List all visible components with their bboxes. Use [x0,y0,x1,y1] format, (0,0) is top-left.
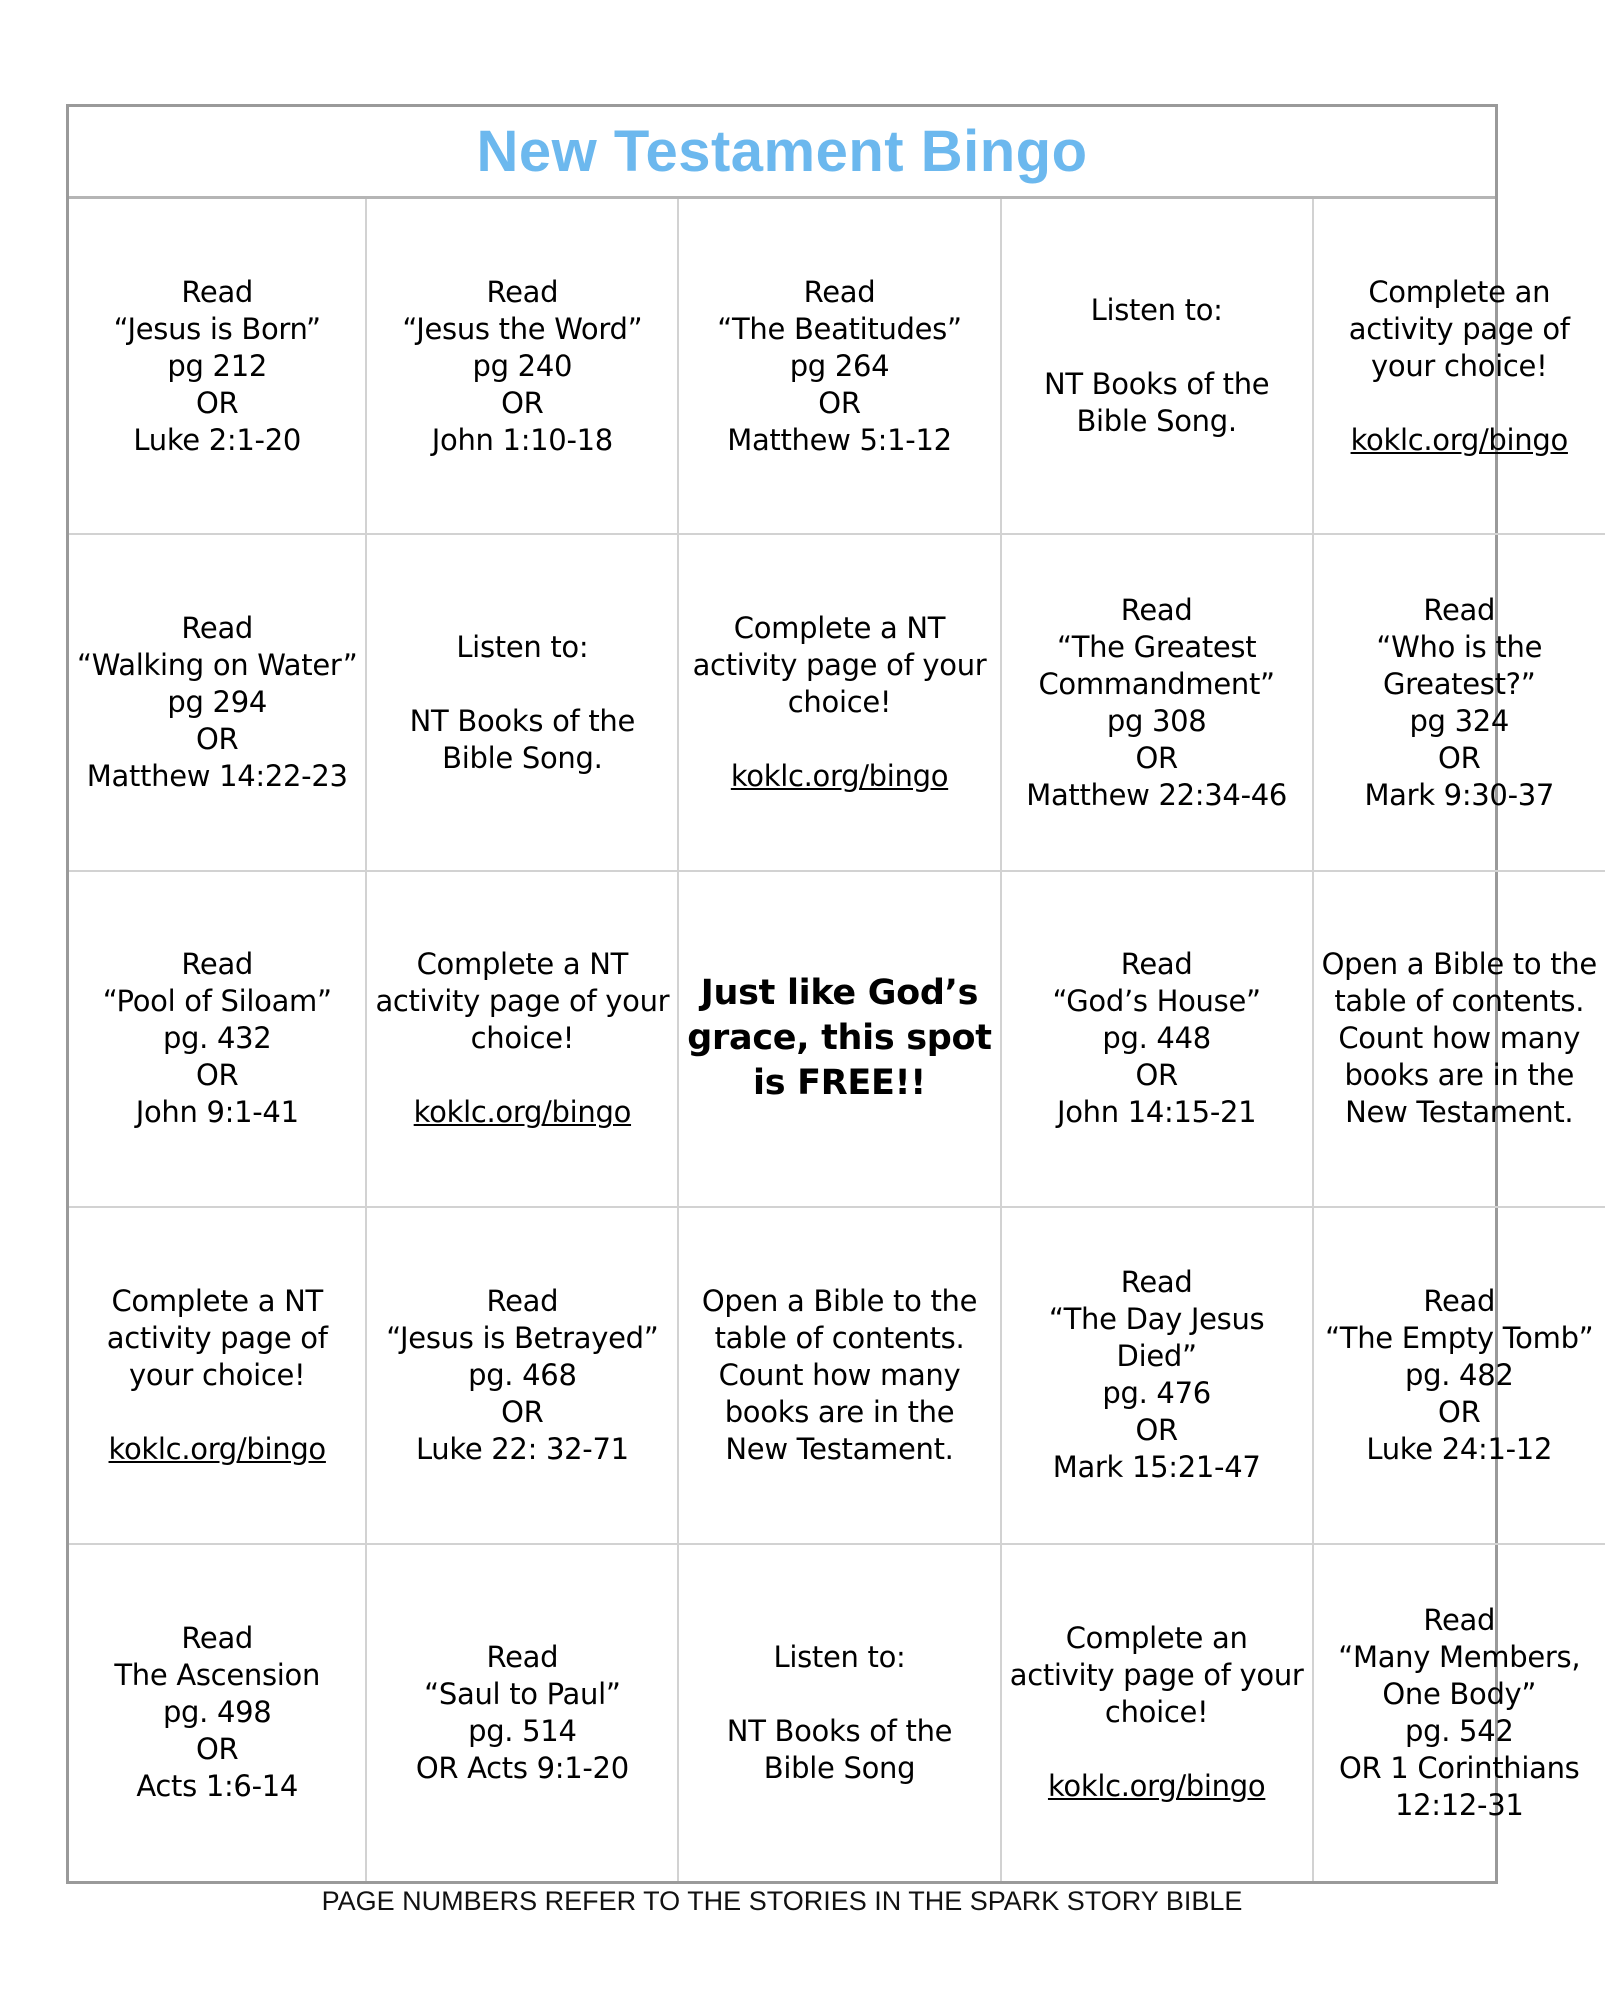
cell-line: “The Greatest [1056,629,1257,664]
cell-line: activity page of [106,1320,328,1355]
cell-line: “Many Members, [1338,1639,1581,1674]
cell-line: OR [501,1394,544,1429]
cell-line: pg. 482 [1404,1357,1514,1392]
cell-line: pg. 476 [1102,1376,1211,1411]
cell-line: pg. 542 [1404,1713,1514,1748]
cell-line: Read [486,1639,559,1674]
cell-line: “God’s House” [1052,984,1261,1019]
cell-content [386,1283,658,1468]
cell-spacer [693,721,987,758]
bingo-link[interactable]: koklc.org/bingo [1350,422,1568,457]
cell-line: Luke 24:1-12 [1366,1431,1553,1466]
page-title: New Testament Bingo [476,119,1088,184]
cell-line: OR [1135,740,1178,775]
cell-content [702,1283,977,1468]
cell-content [717,274,961,459]
cell-line: Acts 1:6-14 [136,1769,299,1804]
cell-line: pg. 498 [162,1695,272,1730]
cell-content [1010,1620,1304,1805]
cell-content [410,629,635,777]
bingo-cell[interactable] [367,1208,679,1544]
cell-line: Listen to: [773,1639,906,1674]
bingo-cell[interactable] [367,199,679,535]
cell-line: your choice! [1371,348,1548,383]
cell-line: pg 264 [789,348,890,383]
bingo-card [66,104,1597,1884]
cell-content [107,1283,328,1468]
cell-line: Read [181,611,254,646]
bingo-cell[interactable] [69,1545,367,1881]
cell-line: OR [1438,1394,1481,1429]
cell-spacer [107,1394,328,1431]
cell-line: books are in the [1344,1058,1575,1093]
bingo-cell[interactable] [1314,872,1605,1208]
cell-line: Complete a NT [733,611,946,646]
cell-line: Count how many [1338,1021,1581,1056]
bingo-cell[interactable] [367,872,679,1208]
bingo-cell[interactable] [1002,1545,1314,1881]
cell-line: table of contents. [714,1320,965,1355]
cell-content [1053,946,1261,1131]
cell-line: “Walking on Water” [77,648,358,683]
cell-line: Count how many [718,1357,961,1392]
cell-line: Read [486,274,559,309]
cell-line: Listen to: [456,629,589,664]
cell-line: Bible Song. [1076,404,1237,439]
cell-line: Complete a NT [416,947,629,982]
cell-content [693,610,987,795]
cell-line: “Jesus the Word” [402,311,643,346]
bingo-cell[interactable] [69,1208,367,1544]
cell-line: pg 294 [167,685,268,720]
cell-line: activity page of your [1009,1658,1304,1693]
cell-spacer [410,666,635,703]
cell-line: Open a Bible to the [1321,947,1597,982]
cell-line: Greatest?” [1383,666,1536,701]
cell-content [1026,592,1287,814]
cell-line: Open a Bible to the [701,1283,978,1318]
cell-line: Read [1423,1283,1496,1318]
cell-line: table of contents. [1334,984,1585,1019]
cell-content [416,1639,629,1787]
cell-line: activity page of your [692,648,987,683]
cell-line: pg 212 [167,348,267,383]
cell-line: your choice! [129,1357,306,1392]
title-bar [69,107,1495,199]
cell-content [1349,274,1570,459]
bingo-cell[interactable] [1314,1545,1605,1881]
bingo-cell-free[interactable] [679,872,1001,1208]
bingo-cell[interactable] [1314,199,1605,535]
cell-line: Complete an [1065,1621,1248,1656]
cell-line: Bible Song. [442,740,603,775]
bingo-link[interactable]: koklc.org/bingo [413,1095,632,1130]
cell-spacer [1044,329,1269,366]
cell-line: choice! [470,1021,575,1056]
cell-line: Luke 22: 32-71 [415,1431,629,1466]
cell-line: “Jesus is Betrayed” [386,1320,659,1355]
cell-line: Read [181,274,254,309]
bingo-cell[interactable] [1002,872,1314,1208]
cell-content [103,946,332,1131]
bingo-cell[interactable] [1314,535,1605,871]
cell-line: One Body” [1382,1676,1537,1711]
cell-line: choice! [787,685,892,720]
cell-line: “The Empty Tomb” [1325,1320,1594,1355]
cell-line: Commandment” [1038,666,1275,701]
cell-line: Read [181,1621,254,1656]
cell-line: The Ascension [114,1658,321,1693]
cell-line: OR [196,722,239,757]
cell-line: pg. 448 [1102,1021,1211,1056]
cell-line: activity page of [1348,311,1570,346]
bingo-grid [69,199,1597,1881]
cell-content [687,971,991,1106]
cell-spacer [727,1676,952,1713]
cell-line: John 14:15-21 [1056,1095,1257,1130]
cell-line: “Who is the [1376,629,1543,664]
cell-line: pg. 514 [468,1713,577,1748]
cell-line: New Testament. [725,1431,954,1466]
cell-line: Read [181,947,254,982]
cell-line: Luke 2:1-20 [133,422,301,457]
cell-content [1322,946,1597,1131]
cell-line: Bible Song [763,1750,916,1785]
cell-line: “The Day Jesus [1048,1302,1265,1337]
cell-line: Just like God’s [700,973,979,1014]
cell-line: Matthew 14:22-23 [86,759,348,794]
cell-line: “Jesus is Born” [113,311,321,346]
cell-line: books are in the [724,1394,955,1429]
cell-line: NT Books of the [409,703,636,738]
cell-line: is FREE!! [753,1063,926,1104]
cell-content [114,1620,320,1805]
bingo-link[interactable]: koklc.org/bingo [730,759,949,794]
footer-note: PAGE NUMBERS REFER TO THE STORIES IN THE SPARK STORY BIBLE [321,1886,1243,1916]
cell-line: NT Books of the [726,1713,953,1748]
cell-line: Read [803,274,876,309]
cell-line: Complete an [1368,274,1551,309]
cell-line: “Pool of Siloam” [102,984,332,1019]
cell-content [1325,1283,1593,1468]
cell-content [114,274,321,459]
cell-line: OR Acts 9:1-20 [415,1750,629,1785]
bingo-cell[interactable] [679,199,1001,535]
bingo-cell[interactable] [69,872,367,1208]
cell-content [375,946,669,1131]
cell-line: Read [486,1283,559,1318]
cell-line: grace, this spot [687,1018,992,1059]
cell-content [77,610,357,795]
cell-spacer [1349,385,1570,422]
cell-line: Read [1120,947,1193,982]
cell-line: pg 240 [472,348,573,383]
cell-spacer [375,1057,669,1094]
cell-spacer [1010,1731,1304,1768]
cell-line: Mark 9:30-37 [1364,777,1555,812]
cell-line: OR [501,385,544,420]
cell-line: OR 1 Corinthians [1339,1750,1580,1785]
cell-line: Matthew 5:1-12 [727,422,952,457]
bingo-cell[interactable] [1314,1208,1605,1544]
cell-line: John 1:10-18 [431,422,613,457]
cell-line: pg 308 [1106,703,1207,738]
cell-line: Complete a NT [111,1283,323,1318]
cell-line: John 9:1-41 [135,1095,299,1130]
cell-line: Mark 15:21-47 [1052,1450,1261,1485]
cell-content [402,274,642,459]
cell-line: pg. 468 [468,1357,577,1392]
cell-content [1364,592,1554,814]
bingo-cell[interactable] [679,1545,1001,1881]
bingo-cell[interactable] [1002,199,1314,535]
cell-content [1049,1264,1264,1486]
cell-content [1338,1602,1580,1824]
bingo-cell[interactable] [69,535,367,871]
cell-line: OR [818,385,861,420]
cell-line: activity page of your [375,984,670,1019]
bingo-cell[interactable] [1002,1208,1314,1544]
cell-line: Listen to: [1090,293,1223,328]
cell-line: pg. 432 [162,1021,272,1056]
cell-line: “The Beatitudes” [717,311,962,346]
cell-line: New Testament. [1345,1095,1574,1130]
cell-line: Died” [1116,1339,1197,1374]
bingo-cell[interactable] [679,1208,1001,1544]
cell-line: “Saul to Paul” [424,1676,621,1711]
bingo-cell[interactable] [1002,535,1314,871]
cell-line: Read [1423,1602,1496,1637]
bingo-cell[interactable] [367,1545,679,1881]
cell-line: Matthew 22:34-46 [1026,777,1288,812]
cell-line: OR [1135,1413,1178,1448]
bingo-cell[interactable] [69,199,367,535]
cell-line: NT Books of the [1043,367,1270,402]
cell-line: OR [196,1058,239,1093]
bingo-link[interactable]: koklc.org/bingo [1047,1769,1266,1804]
cell-line: Read [1120,1265,1193,1300]
cell-line: Read [1120,592,1193,627]
cell-line: OR [196,1732,239,1767]
bingo-cell[interactable] [679,535,1001,871]
cell-line: choice! [1104,1695,1209,1730]
cell-line: OR [196,385,239,420]
cell-line: 12:12-31 [1394,1787,1524,1822]
cell-content [1044,292,1269,440]
cell-content [727,1639,952,1787]
cell-line: OR [1135,1058,1178,1093]
cell-line: OR [1438,740,1481,775]
bingo-link[interactable]: koklc.org/bingo [108,1431,326,1466]
cell-line: pg 324 [1409,703,1510,738]
bingo-cell[interactable] [367,535,679,871]
cell-line: Read [1423,592,1496,627]
